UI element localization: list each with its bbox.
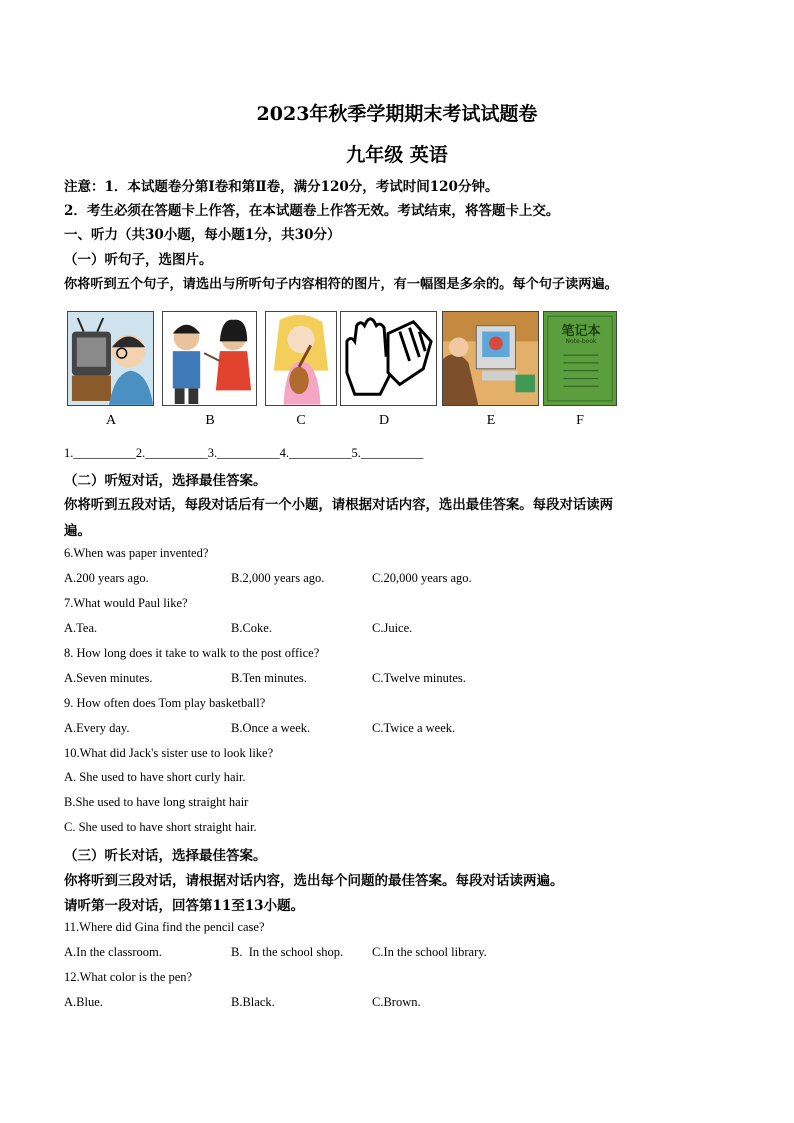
part3-heading: （三）听长对话，选择最佳答案。 (64, 848, 267, 864)
q11-stem: 11.Where did Gina find the pencil case? (64, 920, 265, 934)
picture-f-notebook (543, 311, 617, 406)
exam-title: 2023年秋季学期期末考试试题卷 (256, 103, 538, 125)
part3-subinstruction: 请听第一段对话，回答第11至13小题。 (64, 898, 305, 914)
label-a: A (105, 413, 117, 428)
q7-option-a: A.Tea. (64, 621, 98, 635)
picture-d-gloves (340, 311, 437, 406)
picture-a-tv-boy (67, 311, 154, 406)
answer-blanks: 1.__________2.__________3.__________4.__________5.__________ (64, 446, 424, 460)
q9-option-c: C.Twice a week. (372, 721, 456, 735)
label-c: C (296, 413, 306, 428)
q9-option-b: B.Once a week. (231, 721, 311, 735)
q11-option-a: A.In the classroom. (64, 945, 162, 959)
part2-instruction-a: 你将听到五段对话，每段对话后有一个小题，请根据对话内容，选出最佳答案。每段对话读两 (64, 497, 614, 513)
note-line-1: 注意：1．本试题卷分第Ⅰ卷和第Ⅱ卷，满分120分，考试时间120分钟。 (64, 179, 499, 195)
part3-instruction: 你将听到三段对话，请根据对话内容，选出每个问题的最佳答案。每段对话读两遍。 (64, 873, 564, 889)
label-e: E (486, 413, 496, 428)
q9-option-a: A.Every day. (64, 721, 130, 735)
part2-instruction-b: 遍。 (64, 523, 91, 539)
part2-heading: （二）听短对话，选择最佳答案。 (64, 473, 267, 489)
exam-subtitle: 九年级 英语 (346, 144, 448, 166)
q7-option-b: B.Coke. (231, 621, 272, 635)
q11-option-c: C.In the school library. (372, 945, 487, 959)
q6-option-b: B.2,000 years ago. (231, 571, 325, 585)
q7-stem: 7.What would Paul like? (64, 596, 188, 610)
picture-b-teacher-student (162, 311, 257, 406)
part1-instruction: 你将听到五个句子，请选出与所听句子内容相符的图片，有一幅图是多余的。每个句子读两遍。 (64, 277, 618, 292)
note-line-2: 2．考生必须在答题卡上作答，在本试题卷上作答无效。考试结束，将答题卡上交。 (64, 203, 560, 219)
q7-option-c: C.Juice. (372, 621, 413, 635)
q8-stem: 8. How long does it take to walk to the post office? (64, 646, 320, 660)
q8-option-c: C.Twelve minutes. (372, 671, 466, 685)
label-d: D (378, 413, 390, 428)
q12-stem: 12.What color is the pen? (64, 970, 193, 984)
label-b: B (205, 413, 215, 428)
section-heading: 一、听力（共30小题，每小题1分，共30分） (64, 227, 341, 243)
q6-option-c: C.20,000 years ago. (372, 571, 472, 585)
q11-option-b: B. In the school shop. (231, 945, 344, 959)
q10-option-b: B.She used to have long straight hair (64, 795, 249, 809)
picture-e-computer (442, 311, 539, 406)
part1-heading: （一）听句子，选图片。 (64, 252, 213, 268)
notebook-title: 笔记本 (561, 324, 601, 339)
q6-option-a: A.200 years ago. (64, 571, 149, 585)
q12-option-a: A.Blue. (64, 995, 103, 1009)
label-f: F (576, 413, 584, 428)
picture-c-girl-instrument (265, 311, 337, 406)
q8-option-a: A.Seven minutes. (64, 671, 153, 685)
q10-stem: 10.What did Jack's sister use to look like? (64, 746, 274, 760)
q12-option-c: C.Brown. (372, 995, 421, 1009)
q6-stem: 6.When was paper invented? (64, 546, 209, 560)
q12-option-b: B.Black. (231, 995, 275, 1009)
q10-option-c: C. She used to have short straight hair. (64, 820, 257, 834)
notebook-subtitle: Note-book (565, 338, 597, 345)
q8-option-b: B.Ten minutes. (231, 671, 307, 685)
q9-stem: 9. How often does Tom play basketball? (64, 696, 266, 710)
q10-option-a: A. She used to have short curly hair. (64, 770, 246, 784)
